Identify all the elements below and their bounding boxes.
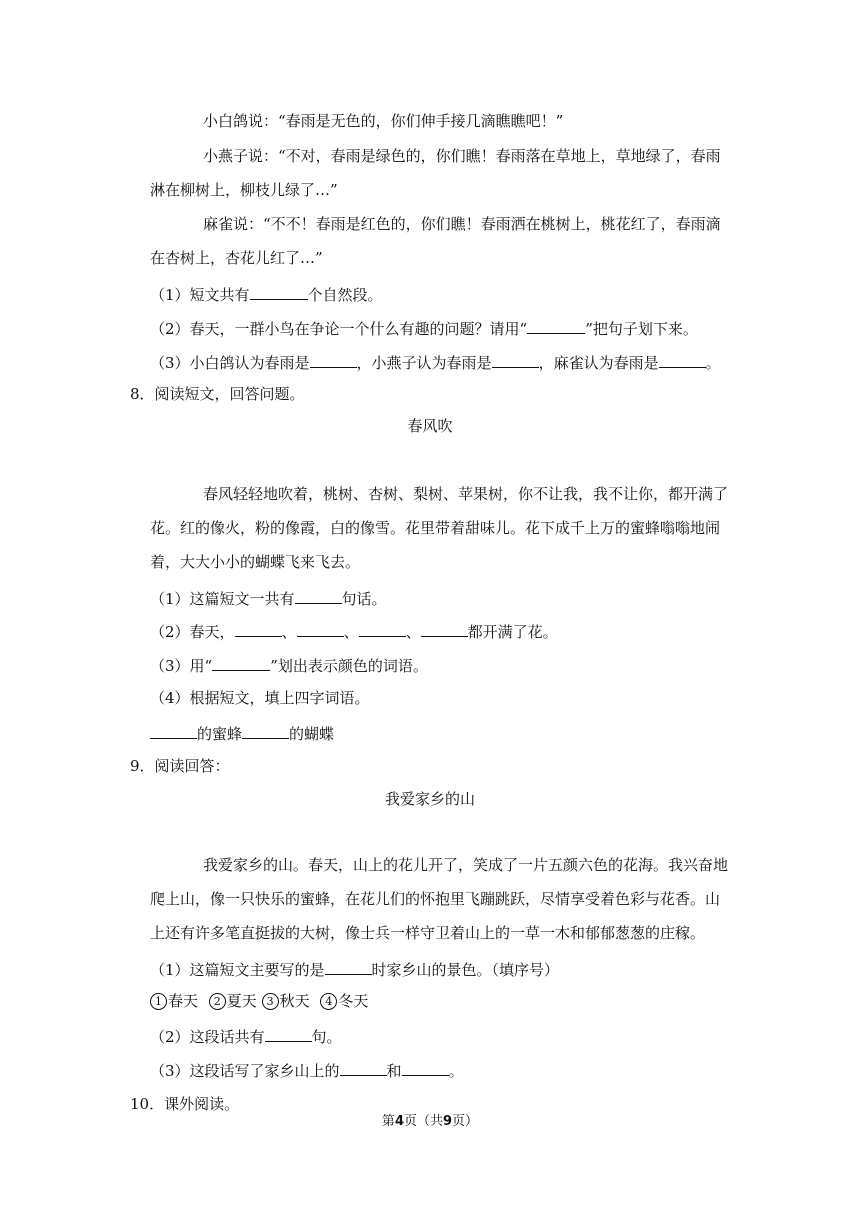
p8-title: 春风吹 <box>407 417 453 435</box>
p8-question-2: （2）春天， 、 、 、 都开满了花。 <box>150 620 558 642</box>
answer-blank[interactable] <box>242 722 289 739</box>
answer-blank[interactable] <box>340 1059 387 1076</box>
p9-question-1: （1）这篇短文主要写的是 时家乡山的景色。（填序号） <box>150 958 559 980</box>
p7-line-4: 麻雀说：“不不！春雨是红色的，你们瞧！春雨洒在桃树上，桃花红了，春雨滴 <box>203 215 721 233</box>
p9-line-3: 上还有许多笔直挺拔的大树，像士兵一样守卫着山上的一草一木和郁郁葱葱的庄稼。 <box>150 924 706 942</box>
p8-line-2: 花。红的像火，粉的像霞，白的像雪。花里带着甜味儿。花下成千上万的蜜蜂嗡嗡地闹 <box>150 519 721 537</box>
option-1[interactable]: 1 春天 <box>150 992 198 1010</box>
option-3[interactable]: 3 秋天 <box>262 992 310 1010</box>
option-2[interactable]: 2 夏天 <box>209 992 257 1010</box>
answer-blank[interactable] <box>527 317 585 334</box>
answer-blank[interactable] <box>492 351 539 368</box>
p7-line-2: 小燕子说：“不对，春雨是绿色的，你们瞧！春雨落在草地上，草地绿了，春雨 <box>203 147 721 165</box>
p7-line-5: 在杏树上，杏花儿红了…” <box>150 249 323 267</box>
p7-line-1: 小白鸽说：“春雨是无色的，你们伸手接几滴瞧瞧吧！” <box>203 112 564 130</box>
p8-question-1: （1）这篇短文一共有 句话。 <box>150 587 387 609</box>
p8-question-4-blanks: 的蜜蜂 的蝴蝶 <box>150 722 334 744</box>
answer-blank[interactable] <box>212 654 270 671</box>
answer-blank[interactable] <box>235 620 282 637</box>
p8-heading: 8．阅读短文，回答问题。 <box>130 385 305 403</box>
p8-line-3: 着，大大小小的蝴蝶飞来飞去。 <box>150 553 361 571</box>
p7-question-3: （3）小白鸽认为春雨是 ，小燕子认为春雨是 ，麻雀认为春雨是 。 <box>150 351 721 373</box>
p7-question-2: （2）春天，一群小鸟在争论一个什么有趣的问题？请用“ ”把句子划下来。 <box>150 317 698 339</box>
p9-question-3: （3）这段话写了家乡山上的 和 。 <box>150 1059 464 1081</box>
answer-blank[interactable] <box>250 283 308 300</box>
p9-line-2: 爬上山，像一只快乐的蜜蜂，在花儿们的怀抱里飞蹦跳跃，尽情享受着色彩与花香。山 <box>150 890 721 908</box>
answer-blank[interactable] <box>325 958 372 975</box>
answer-blank[interactable] <box>265 1025 312 1042</box>
answer-blank[interactable] <box>659 351 706 368</box>
p9-line-1: 我爱家乡的山。春天，山上的花儿开了，笑成了一片五颜六色的花海。我兴奋地 <box>203 856 729 874</box>
p9-question-2: （2）这段话共有 句。 <box>150 1025 342 1047</box>
p8-question-4: （4）根据短文，填上四字词语。 <box>150 689 370 707</box>
p8-question-3: （3）用“ ”划出表示颜色的词语。 <box>150 654 428 676</box>
answer-blank[interactable] <box>295 587 342 604</box>
answer-blank[interactable] <box>297 620 344 637</box>
p9-title: 我爱家乡的山 <box>384 790 475 808</box>
answer-blank[interactable] <box>421 620 468 637</box>
p7-question-1: （1）短文共有 个自然段。 <box>150 283 383 305</box>
answer-blank[interactable] <box>310 351 357 368</box>
answer-blank[interactable] <box>359 620 406 637</box>
page-footer: 第4页（共9页） <box>381 1114 479 1129</box>
p9-options <box>150 991 368 1011</box>
p7-line-3: 淋在柳树上，柳枝儿绿了…” <box>150 181 338 199</box>
p10-heading: 10．课外阅读。 <box>130 1095 240 1113</box>
p9-heading: 9．阅读回答： <box>130 757 230 775</box>
answer-blank[interactable] <box>402 1059 449 1076</box>
option-4[interactable]: 4 冬天 <box>320 992 368 1010</box>
p8-line-1: 春风轻轻地吹着，桃树、杏树、梨树、苹果树，你不让我，我不让你，都开满了 <box>203 485 729 503</box>
answer-blank[interactable] <box>150 722 197 739</box>
